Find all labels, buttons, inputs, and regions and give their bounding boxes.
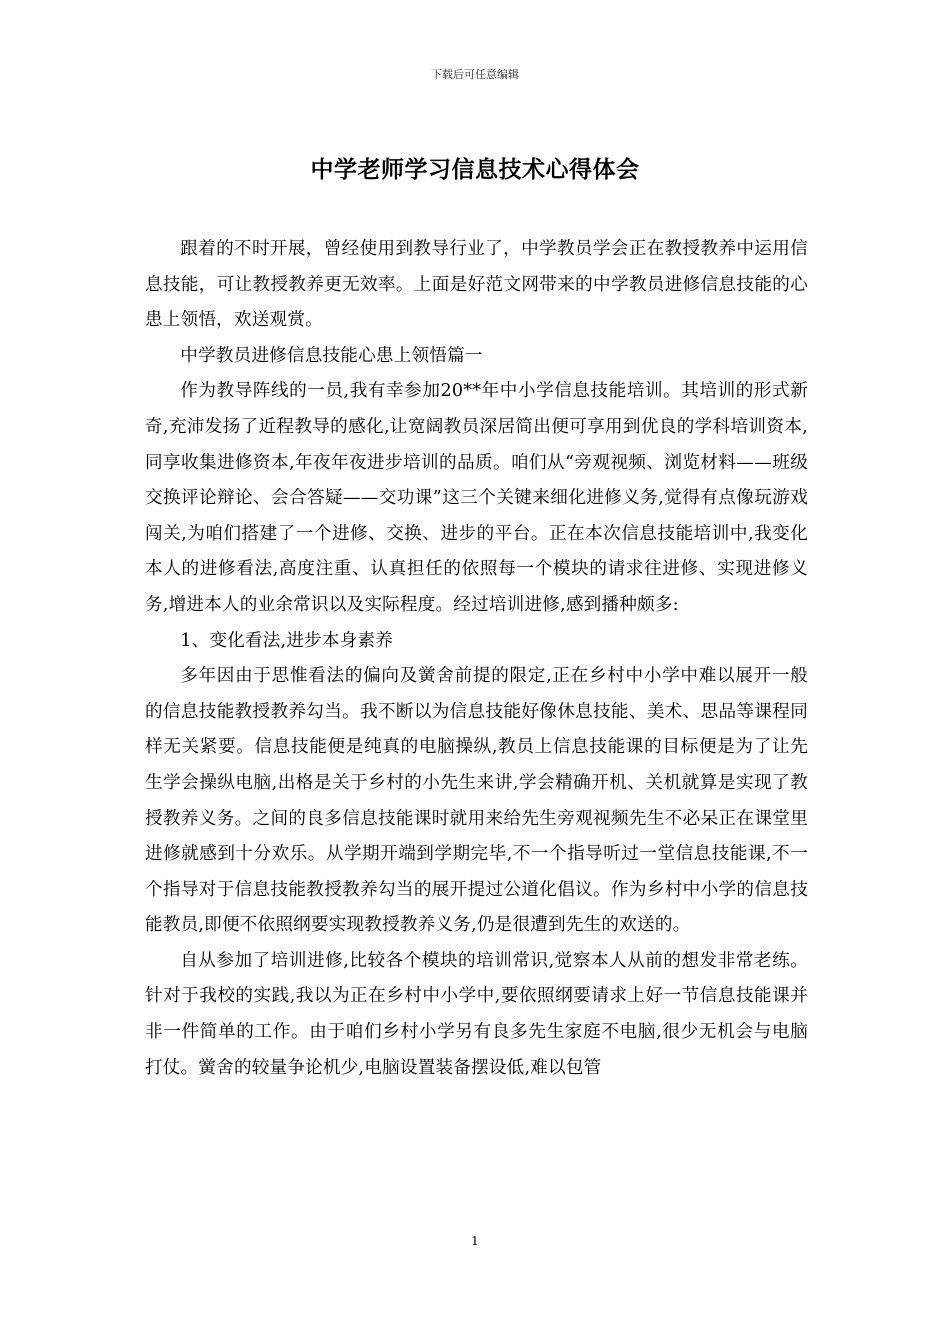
- document-body: [145, 232, 808, 1086]
- paragraph-intro: 跟着的不时开展，曾经使用到教导行业了，中学教员学会正在教授教养中运用信息技能，可让教授教养更无效率。上面是好范文网带来的中学教员进修信息技能的心患上领悟，欢送观赏。: [145, 239, 808, 331]
- header-note: 下载后可任意编辑: [431, 68, 519, 81]
- paragraph-past-views: 多年因由于思惟看法的偏向及黉舍前提的限定,正在乡村中小学中难以展开一般的信息技能教授教养勾当。我不断以为信息技能好像休息技能、美术、思品等课程同样无关紧要。信息技能便是纯真的电脑操纵,教员上信息技能课的目标便是为了让先生学会操纵电脑,出格是关于乡村的小先生来讲,学会精确开机、关机就算是实现了教授教养义务。之间的良多信息技能课时就用来给先生旁观视频先生不必呆正在课堂里进修就感到十分欢乐。从学期开端到学期完毕,不一个指导听过一堂信息技能课,不一个指导对于信息技能教授教养勾当的展开提过公道化倡议。作为乡村中小学的信息技能教员,即便不依照纲要实现教授教养义务,仍是很遭到先生的欢送的。: [145, 666, 808, 936]
- document-title: 中学老师学习信息技术心得体会: [310, 157, 640, 183]
- paragraph-after-training: 自从参加了培训进修,比较各个模块的培训常识,觉察本人从前的想发非常老练。针对于我校的实践,我以为正在乡村中小学中,要依照纲要请求上好一节信息技能课并非一件简单的工作。由于咱们乡村小学另有良多先生家庭不电脑,很少无机会与电脑打仗。黉舍的较量争论机少,电脑设置装备摆设低,难以包管: [145, 950, 808, 1078]
- paragraph-training-overview: 作为教导阵线的一员,我有幸参加20**年中小学信息技能培训。其培训的形式新奇,充沛发扬了近程教导的感化,让宽阔教员深居简出便可享用到优良的学科培训资本,同享收集进修资本,年夜年夜进步培训的品质。咱们从“旁观视频、浏览材料——班级交换评论辩论、会合答疑——交功课”这三个关键来细化进修义务,觉得有点像玩游戏闯关,为咱们搭建了一个进修、交换、进步的平台。正在本次信息技能培训中,我变化本人的进修看法,高度注重、认真担任的依照每一个模块的请求往进修、实现进修义务,增进本人的业余常识以及实际程度。经过培训进修,感到播种颇多:: [145, 381, 808, 615]
- paragraph-section-heading: 中学教员进修信息技能心患上领悟篇一: [180, 345, 483, 366]
- page-number: 1: [471, 1234, 479, 1248]
- paragraph-point-heading: 1、变化看法,进步本身素养: [180, 630, 394, 651]
